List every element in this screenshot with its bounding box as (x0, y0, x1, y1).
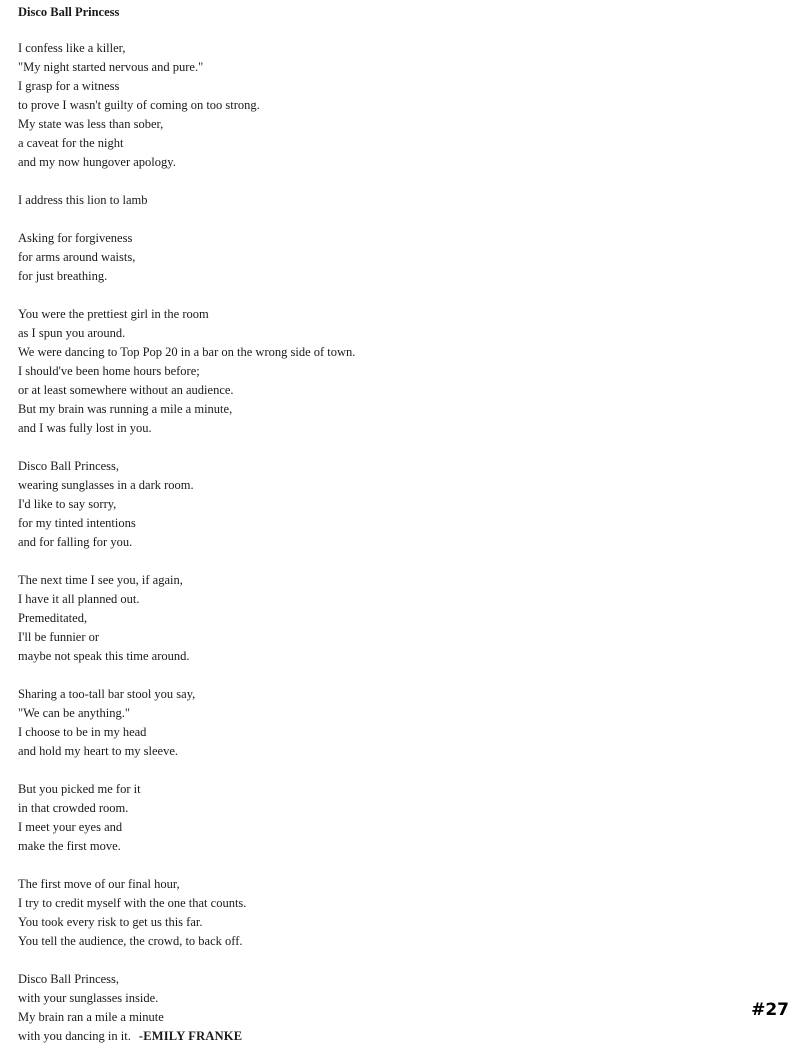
poem-line: I confess like a killer, (18, 41, 126, 55)
stanza (18, 970, 718, 1046)
stanza-spacer (18, 951, 718, 970)
stanza-spacer (18, 438, 718, 457)
poem-line: I should've been home hours before; (18, 364, 200, 378)
stanza (18, 191, 718, 210)
poem-line: as I spun you around. (18, 326, 126, 340)
poem-line: My state was less than sober, (18, 117, 164, 131)
poem-line: But you picked me for it (18, 782, 141, 796)
stanza-spacer (18, 666, 718, 685)
poem-line: or at least somewhere without an audience. (18, 383, 234, 397)
poem-line: You took every risk to get us this far. (18, 915, 203, 929)
stanza (18, 780, 718, 856)
poem-line: with you dancing in it. -EMILY FRANKE (18, 1029, 243, 1043)
poem-page (18, 0, 718, 1046)
poem-line: I'd like to say sorry, (18, 497, 117, 511)
poem-line: Asking for forgiveness (18, 231, 133, 245)
poem-line: I have it all planned out. (18, 592, 140, 606)
poem-line: Disco Ball Princess, (18, 972, 120, 986)
poem-line: I'll be funnier or (18, 630, 100, 644)
stanza-spacer (18, 552, 718, 571)
poem-line: Sharing a too-tall bar stool you say, (18, 687, 196, 701)
poem-line: make the first move. (18, 839, 121, 853)
poem-line: The next time I see you, if again, (18, 573, 183, 587)
stanza (18, 571, 718, 666)
stanza (18, 457, 718, 552)
stanza (18, 229, 718, 286)
page-number: #27 (751, 1000, 789, 1020)
poem-body (18, 39, 718, 1046)
stanza-spacer (18, 172, 718, 191)
poem-line: in that crowded room. (18, 801, 129, 815)
poem-line: maybe not speak this time around. (18, 649, 190, 663)
poem-line: a caveat for the night (18, 136, 124, 150)
stanza-spacer (18, 210, 718, 229)
poem-line: I address this lion to lamb (18, 193, 148, 207)
poem-line: The first move of our final hour, (18, 877, 180, 891)
poem-line: "We can be anything." (18, 706, 130, 720)
poem-line: and hold my heart to my sleeve. (18, 744, 179, 758)
poem-line: "My night started nervous and pure." (18, 60, 204, 74)
stanza (18, 305, 718, 438)
poem-line: My brain ran a mile a minute (18, 1010, 164, 1024)
title-spacer (18, 21, 718, 39)
author-signature: -EMILY FRANKE (138, 1029, 243, 1043)
stanza-spacer (18, 761, 718, 780)
poem-title: Disco Ball Princess (18, 5, 120, 19)
poem-line: for arms around waists, (18, 250, 136, 264)
poem-line: Premeditated, (18, 611, 88, 625)
poem-line: for just breathing. (18, 269, 108, 283)
poem-line: We were dancing to Top Pop 20 in a bar on the wrong side of town. (18, 345, 356, 359)
poem-line: and for falling for you. (18, 535, 133, 549)
poem-line: and my now hungover apology. (18, 155, 176, 169)
poem-line: You tell the audience, the crowd, to back off. (18, 934, 243, 948)
poem-line: I grasp for a witness (18, 79, 120, 93)
poem-line: I meet your eyes and (18, 820, 123, 834)
poem-line: and I was fully lost in you. (18, 421, 152, 435)
stanza-spacer (18, 856, 718, 875)
stanza-spacer (18, 286, 718, 305)
poem-line: to prove I wasn't guilty of coming on too strong. (18, 98, 260, 112)
poem-line: I try to credit myself with the one that counts. (18, 896, 247, 910)
poem-line: with your sunglasses inside. (18, 991, 159, 1005)
poem-line: wearing sunglasses in a dark room. (18, 478, 194, 492)
poem-line: You were the prettiest girl in the room (18, 307, 209, 321)
stanza (18, 875, 718, 951)
poem-line: for my tinted intentions (18, 516, 136, 530)
poem-line: Disco Ball Princess, (18, 459, 120, 473)
poem-line: But my brain was running a mile a minute, (18, 402, 233, 416)
stanza (18, 39, 718, 172)
stanza (18, 685, 718, 761)
poem-line: I choose to be in my head (18, 725, 147, 739)
